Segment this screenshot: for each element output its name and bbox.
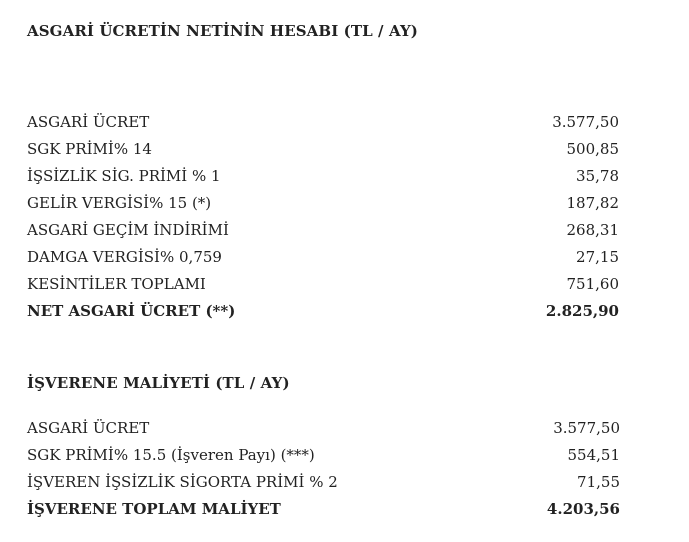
table-row: [27, 194, 619, 221]
row-label: SGK PRİMİ% 14: [27, 140, 152, 158]
table-row: [27, 302, 619, 329]
row-label: SGK PRİMİ% 15.5 (İşveren Payı) (***): [27, 446, 315, 464]
row-label: ASGARİ GEÇİM İNDİRİMİ: [27, 221, 229, 239]
row-value: 268,31: [566, 221, 619, 239]
row-value: 71,55: [577, 473, 620, 491]
table-row: [27, 275, 619, 302]
row-label: NET ASGARİ ÜCRET (**): [27, 302, 236, 320]
row-value: 2.825,90: [545, 302, 619, 320]
row-value: 187,82: [566, 194, 619, 212]
section1-title: ASGARİ ÜCRETİN NETİNİN HESABI (TL / AY): [27, 22, 418, 40]
row-value: 3.577,50: [552, 113, 619, 131]
row-label: İŞVERENE TOPLAM MALİYET: [27, 500, 281, 518]
row-value: 35,78: [576, 167, 619, 185]
table-row: [27, 248, 619, 275]
table-row: [27, 419, 620, 446]
table-row: [27, 140, 619, 167]
row-value: 751,60: [566, 275, 619, 293]
section2-title: İŞVERENE MALİYETİ (TL / AY): [27, 374, 290, 392]
row-label: KESİNTİLER TOPLAMI: [27, 275, 206, 293]
employer-cost-table: [27, 419, 620, 527]
row-value: 554,51: [567, 446, 620, 464]
row-value: 4.203,56: [546, 500, 620, 518]
row-label: ASGARİ ÜCRET: [27, 419, 150, 437]
row-label: İŞSİZLİK SİG. PRİMİ % 1: [27, 167, 221, 185]
row-label: İŞVEREN İŞSİZLİK SİGORTA PRİMİ % 2: [27, 473, 338, 491]
row-label: GELİR VERGİSİ% 15 (*): [27, 194, 212, 212]
table-row: [27, 221, 619, 248]
row-value: 3.577,50: [553, 419, 620, 437]
table-row: [27, 113, 619, 140]
table-row: [27, 500, 620, 527]
net-wage-table: [27, 113, 619, 329]
table-row: [27, 473, 620, 500]
row-label: ASGARİ ÜCRET: [27, 113, 150, 131]
row-label: DAMGA VERGİSİ% 0,759: [27, 248, 222, 266]
row-value: 500,85: [566, 140, 619, 158]
table-row: [27, 446, 620, 473]
table-row: [27, 167, 619, 194]
row-value: 27,15: [576, 248, 619, 266]
